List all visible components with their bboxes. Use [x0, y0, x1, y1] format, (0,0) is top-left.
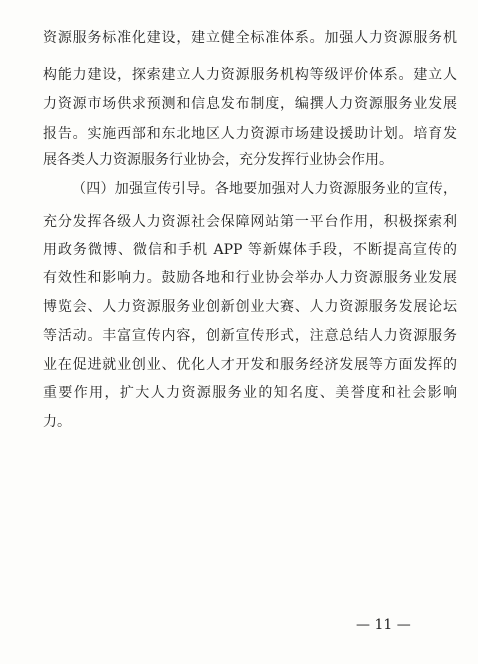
text-line: 重要作用，扩大人力资源服务业的知名度、美誉度和社会影响 — [43, 385, 457, 401]
text-line: 业在促进就业创业、优化人才开发和服务经济发展等方面发挥的 — [43, 357, 457, 373]
section-heading-line: （四）加强宣传引导。各地要加强对人力资源服务业的宣传， — [72, 181, 457, 197]
text-line: 构能力建设，探索建立人力资源服务机构等级评价体系。建立人 — [43, 67, 457, 83]
text-line: 展各类人力资源服务行业协会，充分发挥行业协会作用。 — [43, 152, 393, 168]
text-line: 报告。实施西部和东北地区人力资源市场建设援助计划。培育发 — [43, 126, 457, 142]
text-line: 力资源市场供求预测和信息发布制度，编撰人力资源服务业发展 — [43, 96, 457, 112]
text-line: 有效性和影响力。鼓励各地和行业协会举办人力资源服务业发展 — [43, 270, 457, 286]
text-line: 充分发挥各级人力资源社会保障网站第一平台作用，积极探索利 — [43, 214, 457, 230]
text-line: 博览会、人力资源服务业创新创业大赛、人力资源服务发展论坛 — [43, 299, 457, 315]
text-line: 资源服务标准化建设，建立健全标准体系。加强人力资源服务机 — [43, 30, 457, 46]
page-number: — 11 — — [356, 617, 411, 633]
text-line: 用政务微博、微信和手机 APP 等新媒体手段，不断提高宣传的 — [43, 242, 457, 258]
text-line: 力。 — [43, 414, 71, 430]
text-line: 等活动。丰富宣传内容，创新宣传形式，注意总结人力资源服务 — [43, 328, 457, 344]
